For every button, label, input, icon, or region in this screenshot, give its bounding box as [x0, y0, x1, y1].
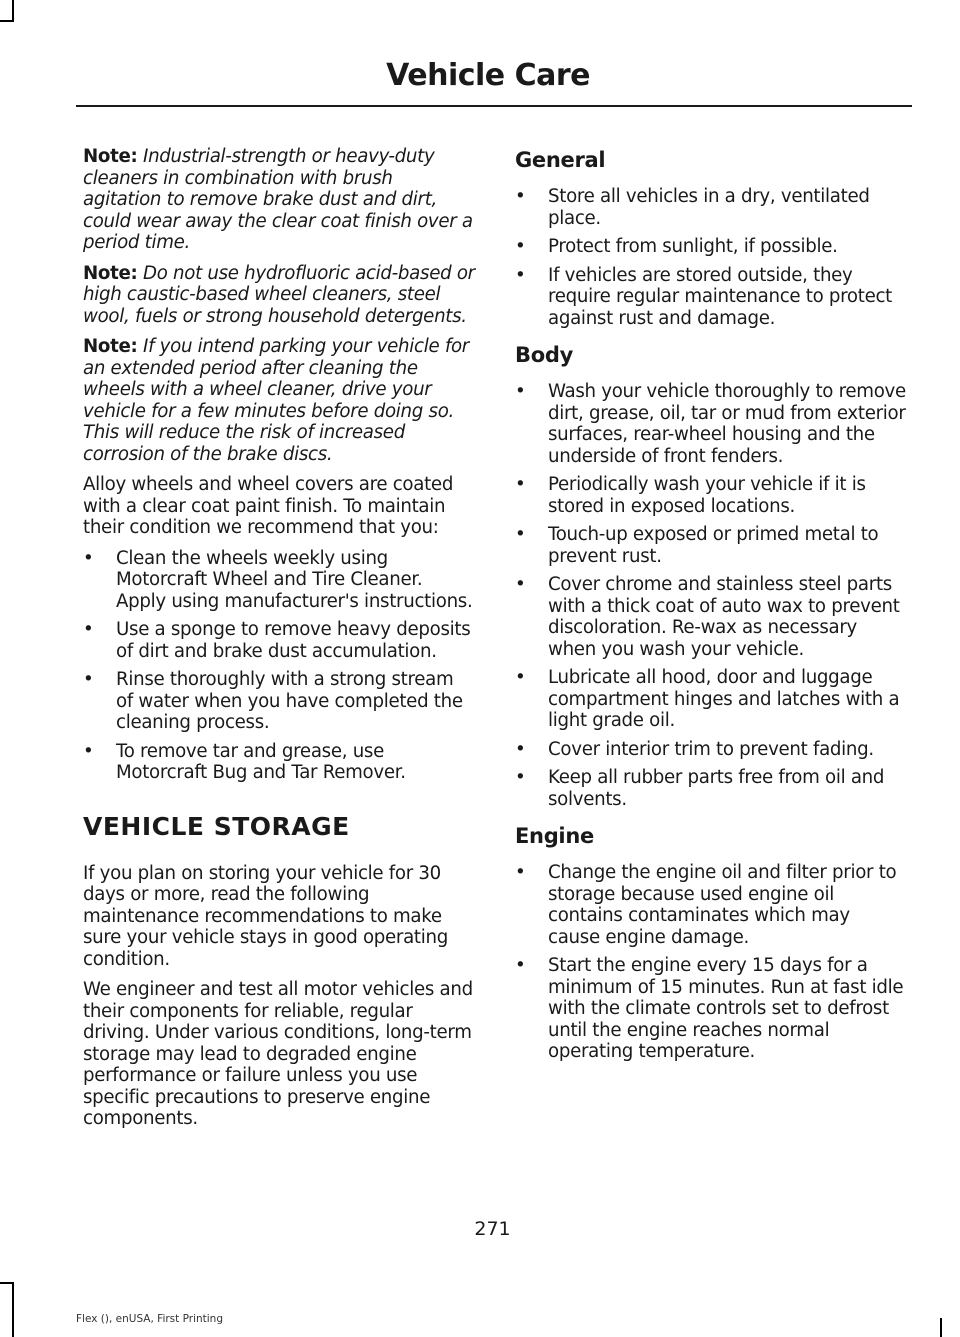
note-text: If you intend parking your vehicle for an extended period after cleaning the wheels with a wheel cleaner, drive your vehicle for a few minutes before doing so. This will reduce the risk of increased corrosion of the brake discs.	[83, 336, 469, 465]
list-item: • Lubricate all hood, door and luggage compartment hinges and latches with a light grade oil.	[515, 667, 907, 732]
body-heading: Body	[515, 343, 573, 367]
alloy-intro-paragraph: Alloy wheels and wheel covers are coated with a clear coat paint finish. To maintain their condition we recommend that you:	[83, 474, 454, 538]
list-item: • Store all vehicles in a dry, ventilated place.	[515, 186, 907, 229]
list-item: • If vehicles are stored outside, they require regular maintenance to protect against rust and damage.	[515, 265, 907, 330]
note-paragraph	[83, 263, 475, 328]
note-label: Note:	[83, 336, 138, 357]
general-heading: General	[515, 148, 606, 172]
general-list	[515, 186, 907, 329]
vehicle-storage-heading: VEHICLE STORAGE	[83, 811, 350, 841]
note-paragraph	[83, 336, 475, 465]
footer-edition: Flex (), enUSA, First Printing	[76, 1313, 223, 1325]
list-item: • To remove tar and grease, use Motorcraft Bug and Tar Remover.	[83, 741, 475, 784]
list-item: • Change the engine oil and filter prior to storage because used engine oil contains contaminates which may cause engine damage.	[515, 862, 907, 948]
note-text: Do not use hydrofluoric acid-based or high caustic-based wheel cleaners, steel wool, fuels or strong household detergents.	[83, 262, 475, 327]
crop-mark-bottom-left-horizontal	[0, 1282, 14, 1284]
crop-mark-top-left	[12, 0, 14, 20]
header-divider	[76, 105, 912, 107]
crop-mark-top-left-horizontal	[0, 20, 14, 22]
list-item: • Start the engine every 15 days for a minimum of 15 minutes. Run at fast idle with the climate controls set to defrost until the engine reaches normal operating temperature.	[515, 955, 907, 1063]
engine-heading: Engine	[515, 824, 594, 848]
list-item: • Protect from sunlight, if possible.	[515, 236, 907, 258]
list-item: • Rinse thoroughly with a strong stream of water when you have completed the cleaning process.	[83, 669, 475, 734]
crop-mark-bottom-right	[940, 1318, 942, 1337]
left-column	[83, 146, 475, 1139]
list-item: • Cover interior trim to prevent fading.	[515, 739, 907, 761]
crop-mark-bottom-left	[12, 1282, 14, 1337]
list-item: • Periodically wash your vehicle if it is stored in exposed locations.	[515, 474, 907, 517]
note-text: Industrial-strength or heavy-duty cleaners in combination with brush agitation to remove brake dust and dirt, could wear away the clear coat finish over a period time.	[83, 146, 473, 253]
note-label: Note:	[83, 146, 138, 167]
list-item: • Touch-up exposed or primed metal to prevent rust.	[515, 524, 907, 567]
storage-paragraph: We engineer and test all motor vehicles and their components for reliable, regular driving. Under various conditions, long-term storage may lead to degraded engine performance or failure unless you use specific precautions to preserve engine components.	[83, 979, 473, 1129]
body-list	[515, 381, 907, 810]
engine-list	[515, 862, 907, 1063]
list-item: • Wash your vehicle thoroughly to remove dirt, grease, oil, tar or mud from exterior surfaces, rear-wheel housing and the underside of front fenders.	[515, 381, 907, 467]
list-item: • Use a sponge to remove heavy deposits of dirt and brake dust accumulation.	[83, 619, 475, 662]
right-column	[515, 146, 907, 1072]
list-item: • Clean the wheels weekly using Motorcraft Wheel and Tire Cleaner. Apply using manufacturer's instructions.	[83, 548, 475, 613]
note-paragraph	[83, 146, 475, 254]
page-header-title: Vehicle Care	[386, 58, 590, 93]
note-label: Note:	[83, 262, 138, 284]
list-item: • Cover chrome and stainless steel parts with a thick coat of auto wax to prevent discoloration. Re-wax as necessary when you wash your vehicle.	[515, 574, 907, 660]
storage-paragraph: If you plan on storing your vehicle for 30 days or more, read the following maintenance recommendations to make sure your vehicle stays in good operating condition.	[83, 862, 448, 970]
list-item: • Keep all rubber parts free from oil and solvents.	[515, 767, 907, 810]
page-number: 271	[474, 1218, 511, 1240]
alloy-wheel-care-list	[83, 548, 475, 784]
